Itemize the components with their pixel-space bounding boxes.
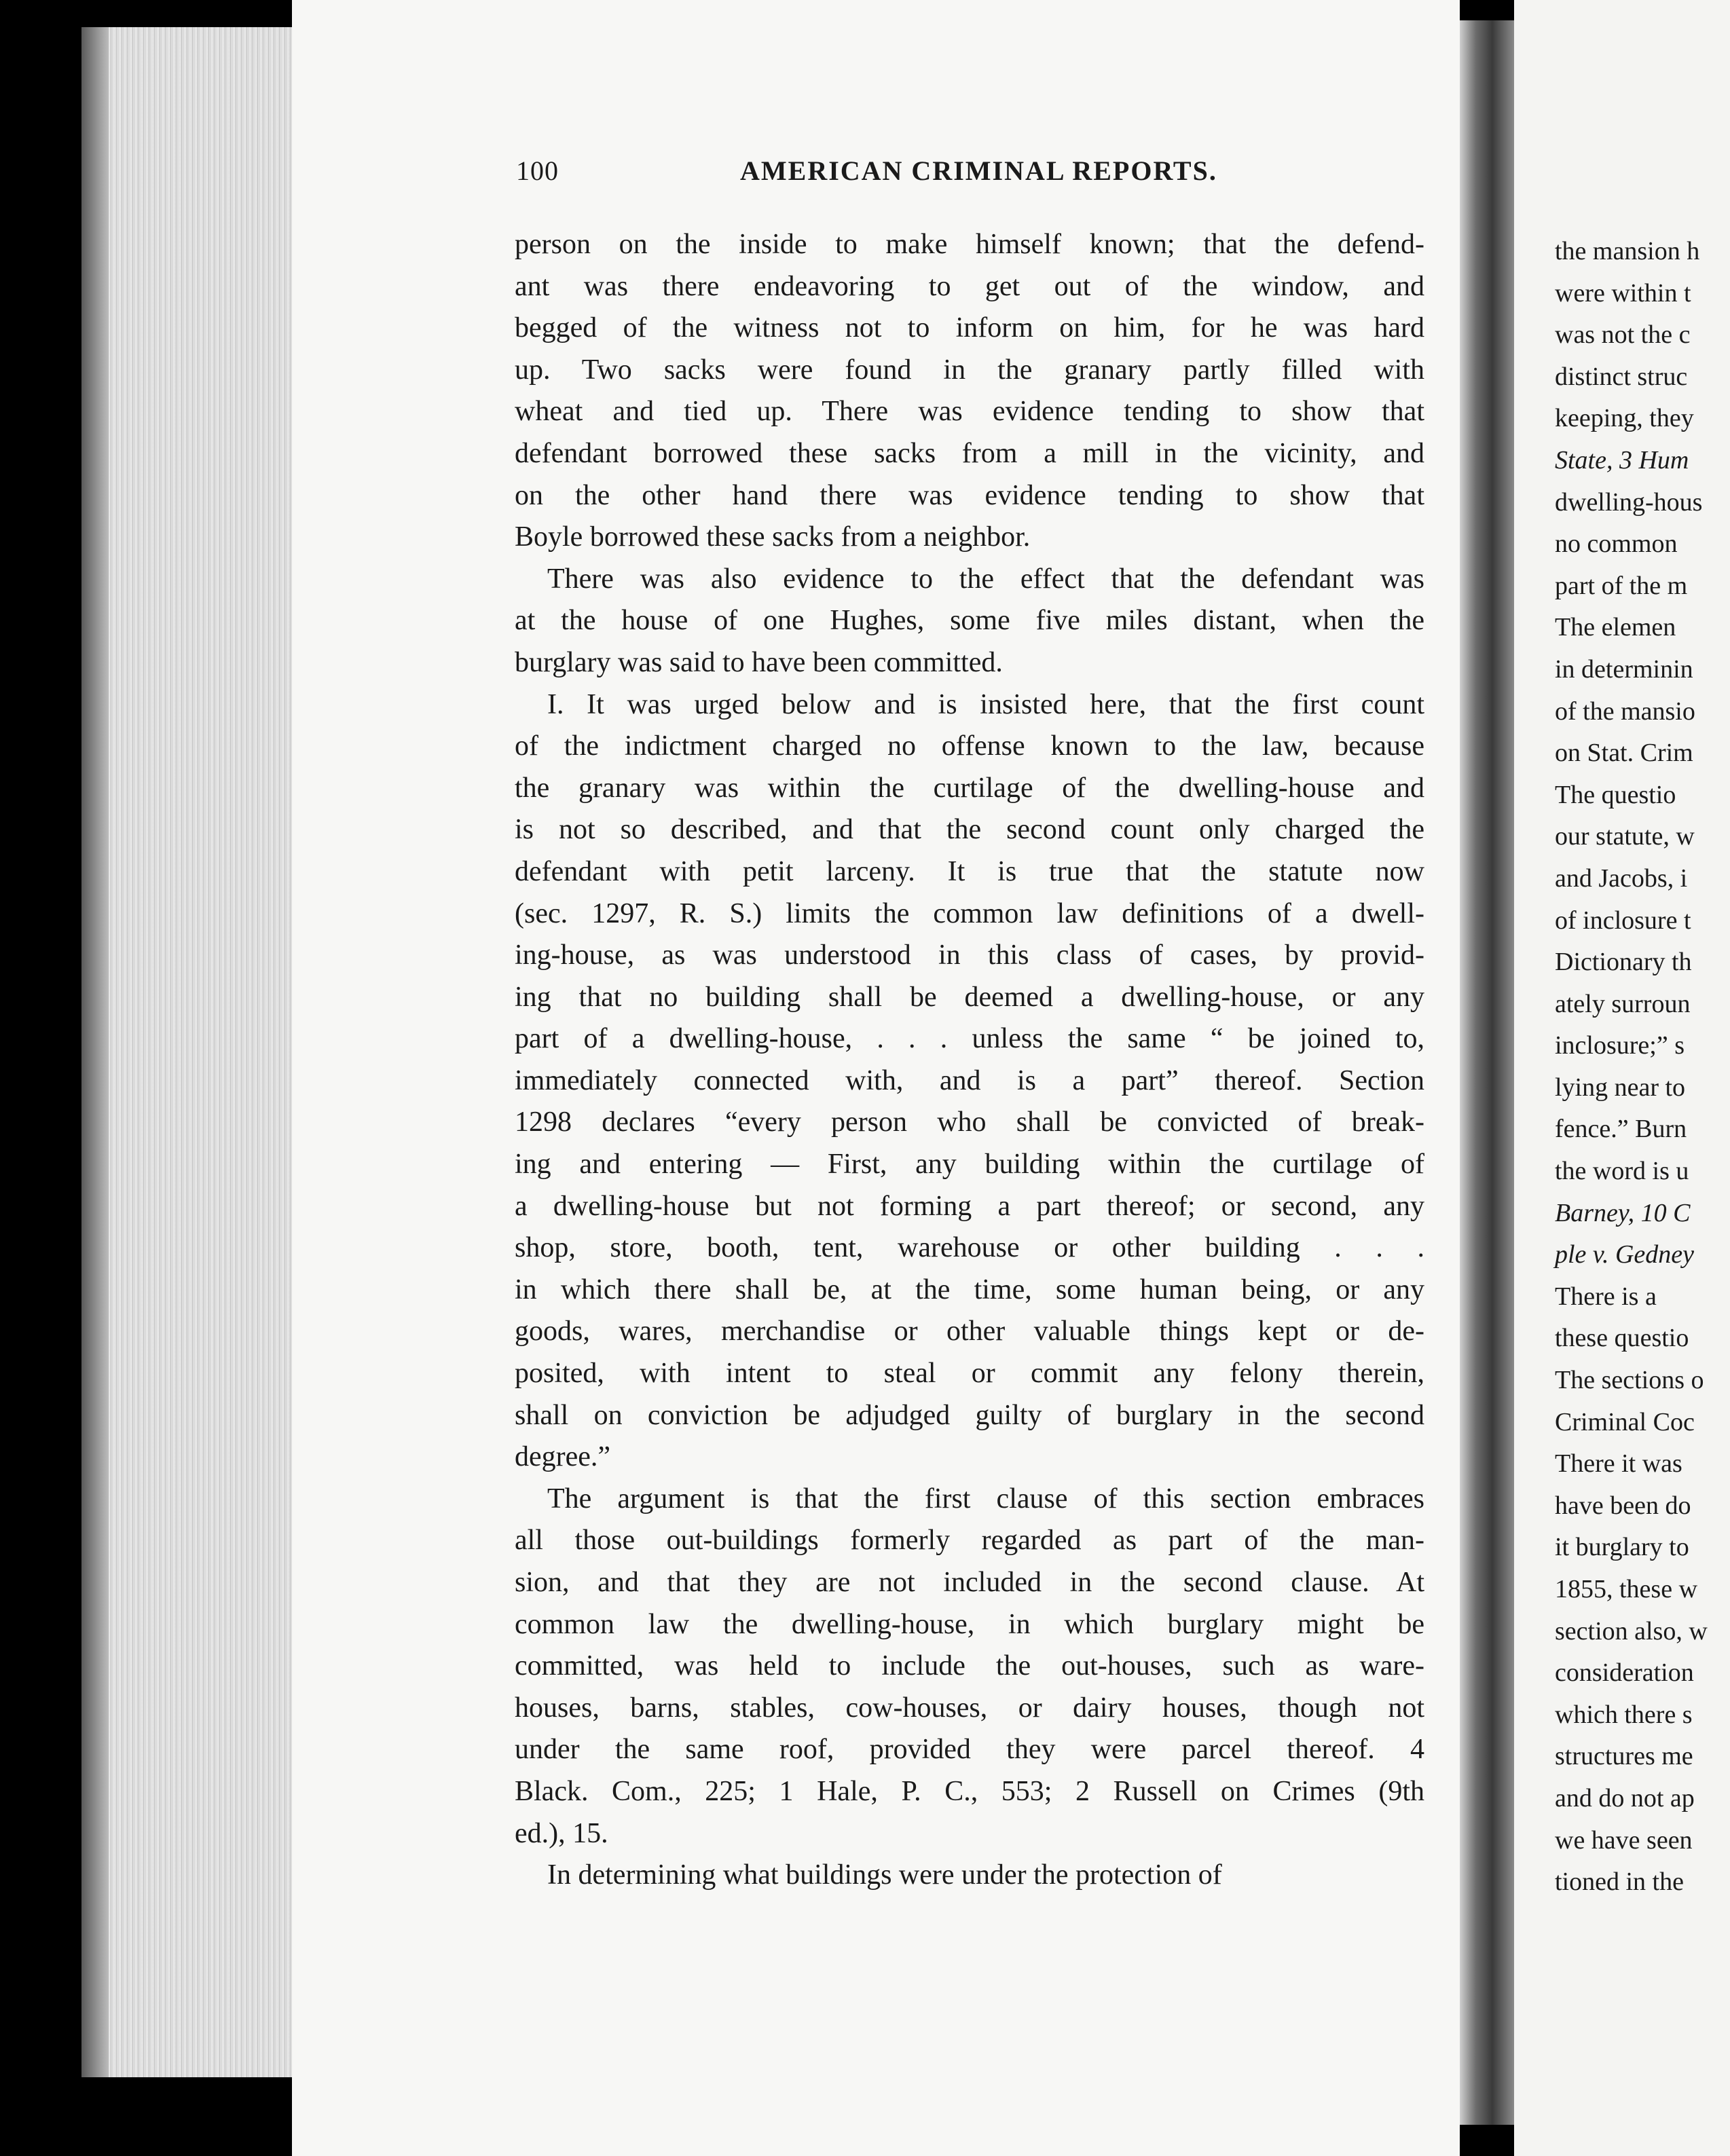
facing-text-line: part of the m (1555, 571, 1688, 600)
facing-text-line: in determinin (1555, 654, 1693, 684)
facing-text-line: ately surroun (1555, 989, 1691, 1018)
paragraph (515, 559, 1424, 684)
text-line: up. Two sacks were found in the granary partly filled with (515, 354, 1424, 386)
facing-text-line: have been do (1555, 1491, 1691, 1520)
page-number: 100 (516, 155, 559, 186)
text-line: burglary was said to have been committed. (515, 646, 1003, 678)
facing-text-line: on Stat. Crim (1555, 739, 1693, 768)
facing-text-line: it burglary to (1555, 1533, 1689, 1562)
text-line: the granary was within the curtilage of the dwelling-house and (515, 772, 1424, 804)
text-line: begged of the witness not to inform on him, for he was hard (515, 312, 1424, 344)
text-line: ing-house, as was understood in this class of cases, by provid- (515, 940, 1424, 971)
facing-text-line: and Jacobs, i (1555, 863, 1688, 893)
body-text (515, 224, 1424, 1897)
text-line: There was also evidence to the effect that the defendant was (547, 563, 1424, 595)
facing-text-line: Criminal Coc (1555, 1407, 1695, 1436)
facing-text-line: dwelling-hous (1555, 487, 1703, 517)
facing-text-line: The elemen (1555, 613, 1676, 642)
paragraph (515, 224, 1424, 559)
text-line: I. It was urged below and is insisted here, that the first count (547, 688, 1424, 720)
text-line: posited, with intent to steal or commit any felony therein, (515, 1358, 1424, 1390)
facing-text-line: Dictionary th (1555, 948, 1692, 977)
facing-text-line: tioned in the (1555, 1867, 1684, 1897)
facing-text-line: lying near to (1555, 1073, 1686, 1102)
text-line: ing that no building shall be deemed a dwelling-house, or any (515, 981, 1424, 1013)
facing-text-line: the word is u (1555, 1157, 1689, 1186)
text-line: ant was there endeavoring to get out of the window, and (515, 270, 1424, 302)
facing-text-line: State, 3 Hum (1555, 445, 1689, 475)
facing-text-line: fence.” Burn (1555, 1115, 1687, 1144)
running-title: AMERICAN CRIMINAL REPORTS. (740, 155, 1217, 186)
facing-text-line: There it was (1555, 1449, 1682, 1479)
facing-text-line: distinct struc (1555, 362, 1688, 391)
facing-text-line: these questio (1555, 1324, 1689, 1353)
paragraph (515, 684, 1424, 1479)
facing-text-line: The sections o (1555, 1366, 1704, 1395)
text-line: on the other hand there was evidence tending to show that (515, 479, 1424, 511)
text-line: of the indictment charged no offense known to the law, because (515, 730, 1424, 762)
facing-text-line: no common (1555, 529, 1678, 559)
running-header (516, 155, 1426, 196)
text-line: common law the dwelling-house, in which burglary might be (515, 1608, 1424, 1640)
text-line: all those out-buildings formerly regarded as part of the man- (515, 1525, 1424, 1557)
text-line: The argument is that the first clause of this section embraces (547, 1483, 1424, 1514)
text-line: defendant with petit larceny. It is true that the statute now (515, 855, 1424, 887)
text-line: shall on conviction be adjudged guilty of burglary in the second (515, 1399, 1424, 1431)
facing-text-line: the mansion h (1555, 237, 1700, 265)
paragraph (515, 1479, 1424, 1855)
facing-text-line: and do not ap (1555, 1783, 1695, 1813)
text-line: goods, wares, merchandise or other valuable things kept or de- (515, 1316, 1424, 1348)
text-line: In determining what buildings were under the protection of (547, 1859, 1222, 1891)
facing-text-line: which there s (1555, 1700, 1693, 1729)
text-line: ed.), 15. (515, 1817, 608, 1849)
facing-page (1514, 0, 1730, 2156)
text-line: part of a dwelling-house, . . . unless the same “ be joined to, (515, 1023, 1424, 1055)
text-line: Boyle borrowed these sacks from a neighbor. (515, 521, 1031, 553)
facing-text-line: section also, w (1555, 1616, 1708, 1646)
facing-text-line: our statute, w (1555, 822, 1695, 851)
page-edges (81, 27, 292, 2077)
text-line: is not so described, and that the second count only charged the (515, 814, 1424, 846)
facing-text-line: Barney, 10 C (1555, 1198, 1691, 1227)
text-line: under the same roof, provided they were parcel thereof. 4 (515, 1734, 1424, 1766)
text-line: Black. Com., 225; 1 Hale, P. C., 553; 2 Russell on Crimes (9th (515, 1775, 1424, 1807)
facing-text-line: inclosure;” s (1555, 1031, 1685, 1060)
text-line: shop, store, booth, tent, warehouse or other building . . . (515, 1232, 1424, 1264)
facing-text-line: of the mansio (1555, 696, 1695, 726)
facing-text-line: ple v. Gedney (1555, 1240, 1695, 1269)
text-line: degree.” (515, 1441, 611, 1473)
page-edge-shadow (81, 27, 109, 2077)
text-line: a dwelling-house but not forming a part thereof; or second, any (515, 1190, 1424, 1222)
paragraph (515, 1855, 1424, 1897)
text-line: committed, was held to include the out-houses, such as ware- (515, 1650, 1424, 1682)
text-line: defendant borrowed these sacks from a mill in the vicinity, and (515, 437, 1424, 469)
facing-text-line: was not the c (1555, 320, 1691, 350)
text-line: (sec. 1297, R. S.) limits the common law definitions of a dwell- (515, 897, 1424, 929)
text-line: immediately connected with, and is a part” thereof. Section (515, 1064, 1424, 1096)
text-line: wheat and tied up. There was evidence tending to show that (515, 396, 1424, 428)
facing-text-line: 1855, these w (1555, 1575, 1698, 1603)
text-line: houses, barns, stables, cow-houses, or dairy houses, though not (515, 1692, 1424, 1724)
text-line: person on the inside to make himself known; that the defend- (515, 229, 1424, 260)
text-line: 1298 declares “every person who shall be convicted of break- (515, 1107, 1424, 1138)
book-gutter (1460, 20, 1514, 2125)
text-line: ing and entering — First, any building within the curtilage of (515, 1149, 1424, 1181)
facing-page-text (1555, 231, 1730, 1903)
facing-text-line: of inclosure t (1555, 906, 1691, 935)
facing-text-line: consideration (1555, 1658, 1694, 1688)
facing-text-line: keeping, they (1555, 404, 1694, 433)
text-line: at the house of one Hughes, some five miles distant, when the (515, 605, 1424, 637)
text-line: in which there shall be, at the time, some human being, or any (515, 1274, 1424, 1305)
facing-text-line: The questio (1555, 780, 1676, 809)
facing-text-line: were within t (1555, 278, 1691, 308)
text-line: sion, and that they are not included in the second clause. At (515, 1567, 1424, 1598)
facing-text-line: we have seen (1555, 1825, 1693, 1855)
facing-text-line: structures me (1555, 1742, 1693, 1771)
facing-text-line: There is a (1555, 1282, 1657, 1311)
